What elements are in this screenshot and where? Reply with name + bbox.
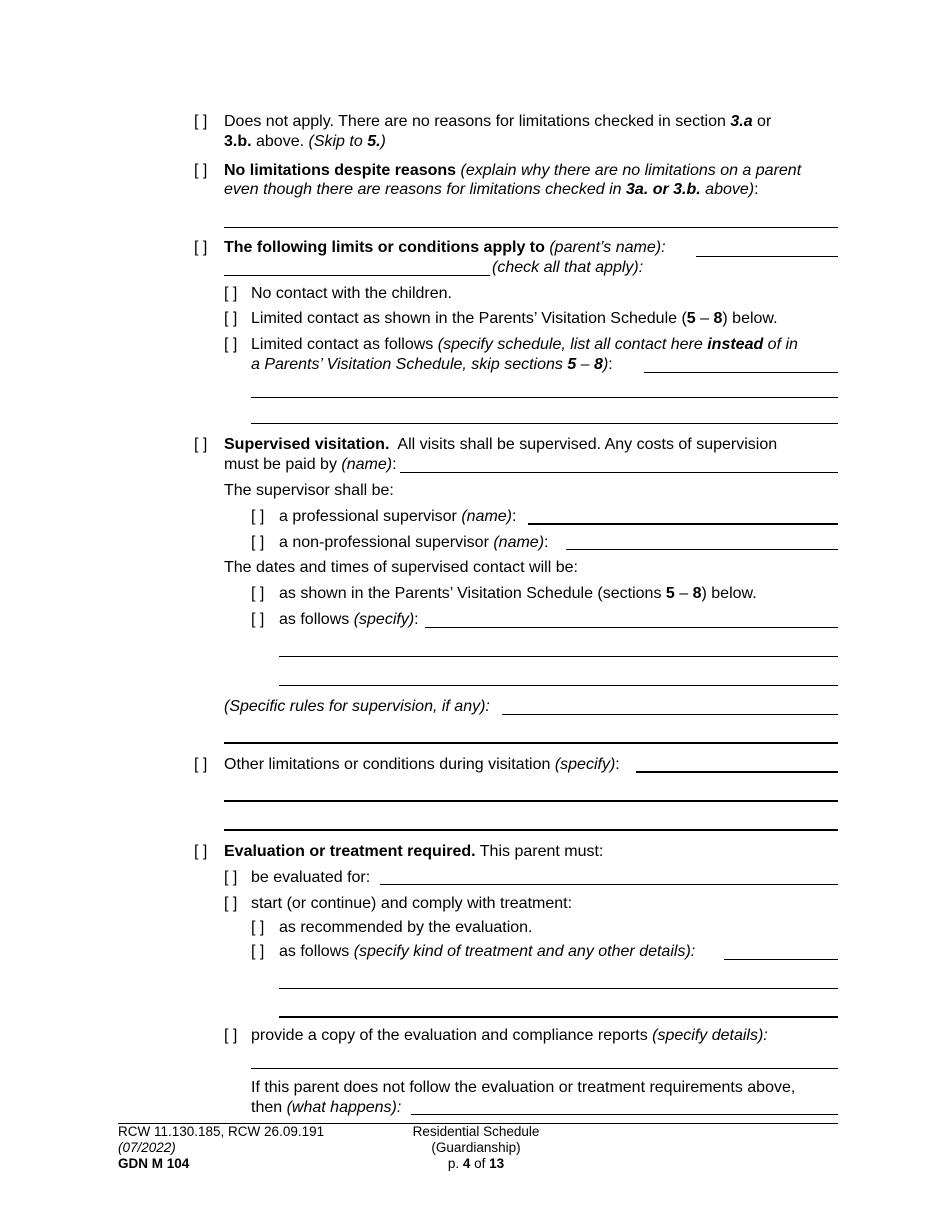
check-all-note: (check all that apply): [492, 259, 644, 276]
checkbox-does-not-apply[interactable]: [ ] [194, 113, 208, 130]
supervised-visitation-line2: must be paid by (name): [224, 456, 397, 473]
checkbox-provide-copy[interactable]: [ ] [224, 1027, 238, 1044]
footer-title-1: Residential Schedule [412, 1124, 540, 1139]
supervised-visitation-line1: Supervised visitation. All visits shall be supervised. Any costs of supervision [224, 436, 778, 453]
treatment-as-follows-label: as follows (specify kind of treatment and any other details): [279, 943, 696, 960]
checkbox-professional-supervisor[interactable]: [ ] [251, 508, 265, 525]
supervised-as-follows-field-2[interactable] [279, 656, 838, 657]
checkbox-no-contact[interactable]: [ ] [224, 285, 238, 302]
following-limits-line1: The following limits or conditions apply to (parent’s name): [224, 239, 666, 256]
limited-contact-schedule-label: Limited contact as shown in the Parents’ Visitation Schedule (5 – 8) below. [251, 310, 778, 327]
professional-supervisor-field[interactable] [528, 523, 838, 525]
checkbox-no-limitations[interactable]: [ ] [194, 162, 208, 179]
other-limitations-field-3[interactable] [224, 829, 838, 831]
does-not-apply-line2: 3.b. above. (Skip to 5.) [224, 133, 386, 150]
checkbox-limited-contact-schedule[interactable]: [ ] [224, 310, 238, 327]
checkbox-start-treatment[interactable]: [ ] [224, 895, 238, 912]
limited-contact-follows-line2: a Parents’ Visitation Schedule, skip sections 5 – 8): [251, 356, 613, 373]
does-not-apply-line1: Does not apply. There are no reasons for limitations checked in section 3.a or [224, 113, 772, 130]
no-limitations-explanation-field[interactable] [224, 227, 838, 228]
no-contact-label: No contact with the children. [251, 285, 452, 302]
dates-times-label: The dates and times of supervised contact will be: [224, 559, 578, 576]
treatment-details-field-1[interactable] [724, 959, 838, 960]
as-recommended-label: as recommended by the evaluation. [279, 919, 533, 936]
if-not-follow-line2: then (what happens): [251, 1099, 402, 1116]
checkbox-supervised-as-follows[interactable]: [ ] [251, 611, 265, 628]
checkbox-evaluation-treatment[interactable]: [ ] [194, 843, 208, 860]
footer-page-number: p. 4 of 13 [447, 1156, 505, 1171]
checkbox-following-limits[interactable]: [ ] [194, 239, 208, 256]
nonprofessional-supervisor-label: a non-professional supervisor (name): [279, 534, 549, 551]
checkbox-supervised-visitation[interactable]: [ ] [194, 436, 208, 453]
parent-name-field-cont[interactable] [224, 275, 490, 276]
provide-copy-label: provide a copy of the evaluation and compliance reports (specify details): [251, 1027, 768, 1044]
parent-name-field[interactable] [696, 256, 838, 257]
start-treatment-label: start (or continue) and comply with treatment: [251, 895, 573, 912]
per-schedule-label: as shown in the Parents’ Visitation Schedule (sections 5 – 8) below. [279, 585, 757, 602]
supervised-as-follows-label: as follows (specify): [279, 611, 419, 628]
no-limitations-line1: No limitations despite reasons (explain why there are no limitations on a parent [224, 162, 802, 179]
checkbox-be-evaluated[interactable]: [ ] [224, 869, 238, 886]
supervised-as-follows-field-3[interactable] [279, 685, 838, 686]
no-limitations-line2: even though there are reasons for limitations checked in 3a. or 3.b. above): [224, 181, 759, 198]
footer-rcw: RCW 11.130.185, RCW 26.09.191 [118, 1124, 325, 1139]
other-limitations-field-1[interactable] [636, 771, 838, 773]
checkbox-treatment-as-follows[interactable]: [ ] [251, 943, 265, 960]
specific-rules-field-1[interactable] [502, 714, 838, 715]
limited-contact-field-1[interactable] [644, 372, 838, 373]
checkbox-other-limitations[interactable]: [ ] [194, 756, 208, 773]
treatment-details-field-3[interactable] [279, 1016, 838, 1018]
specific-rules-field-2[interactable] [224, 742, 838, 744]
supervised-as-follows-field-1[interactable] [425, 627, 838, 628]
evaluation-treatment-heading: Evaluation or treatment required. This parent must: [224, 843, 604, 860]
limited-contact-field-2[interactable] [251, 397, 838, 398]
if-not-follow-line1: If this parent does not follow the evaluation or treatment requirements above, [251, 1079, 796, 1096]
limited-contact-field-3[interactable] [251, 423, 838, 424]
footer-form-number: GDN M 104 [118, 1156, 190, 1171]
be-evaluated-label: be evaluated for: [251, 869, 371, 886]
checkbox-as-recommended[interactable]: [ ] [251, 919, 265, 936]
other-limitations-label: Other limitations or conditions during visitation (specify): [224, 756, 620, 773]
checkbox-limited-contact-follows[interactable]: [ ] [224, 336, 238, 353]
footer-date: (07/2022) [118, 1140, 176, 1155]
treatment-details-field-2[interactable] [279, 988, 838, 989]
supervisor-shall-be: The supervisor shall be: [224, 482, 394, 499]
professional-supervisor-label: a professional supervisor (name): [279, 508, 517, 525]
consequence-field[interactable] [411, 1114, 838, 1115]
checkbox-per-schedule[interactable]: [ ] [251, 585, 265, 602]
be-evaluated-field[interactable] [380, 884, 838, 885]
specific-rules-label: (Specific rules for supervision, if any): [224, 698, 490, 715]
supervision-cost-payer-field[interactable] [400, 472, 838, 473]
footer-title-2: (Guardianship) [431, 1140, 521, 1155]
provide-copy-field[interactable] [251, 1068, 838, 1069]
checkbox-nonprofessional-supervisor[interactable]: [ ] [251, 534, 265, 551]
nonprofessional-supervisor-field[interactable] [566, 549, 838, 550]
other-limitations-field-2[interactable] [224, 800, 838, 802]
limited-contact-follows-line1: Limited contact as follows (specify schedule, list all contact here instead of in [251, 336, 798, 353]
